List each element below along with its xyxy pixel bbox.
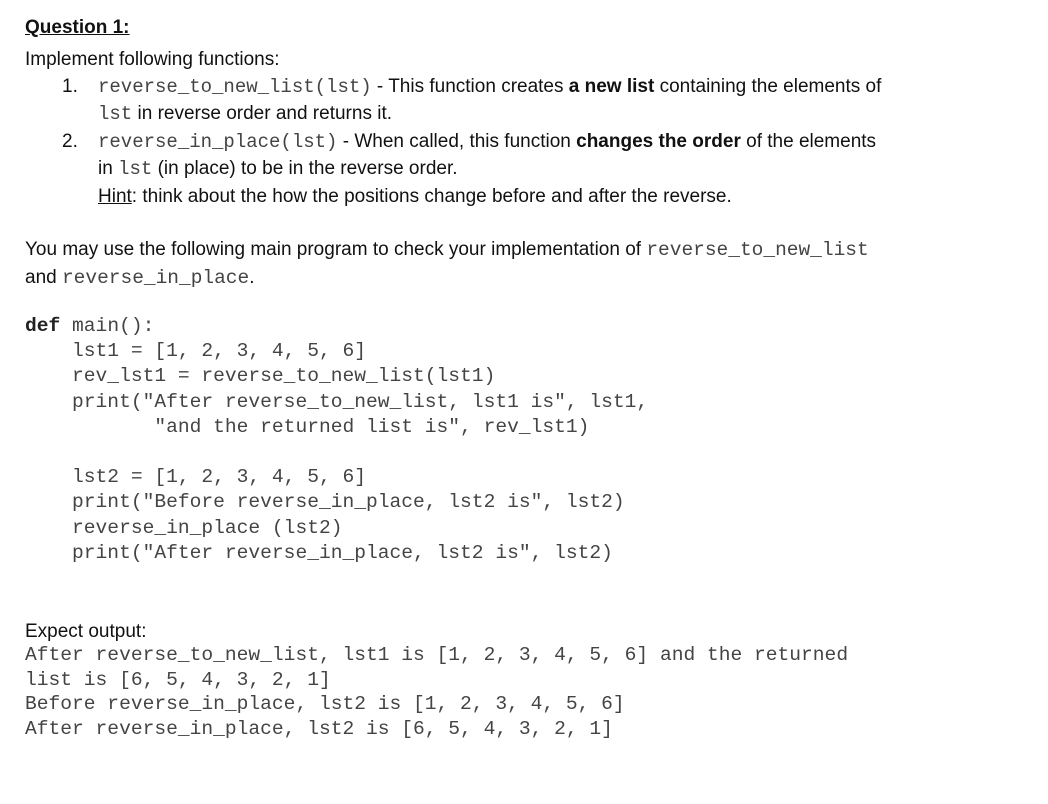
- output-line: After reverse_in_place, lst2 is [6, 5, 4, 3, 2, 1]: [25, 717, 613, 740]
- item-text: in: [98, 158, 119, 179]
- inline-code: reverse_to_new_list: [646, 239, 869, 261]
- item-bold-text: changes the order: [576, 131, 741, 152]
- list-number: 1.: [62, 76, 78, 97]
- item-bold-text: a new list: [568, 76, 655, 97]
- item-text: - This function creates: [371, 76, 569, 97]
- output-line: list is [6, 5, 4, 3, 2, 1]: [25, 668, 331, 691]
- question-intro: Implement following functions:: [25, 49, 280, 70]
- code-line: print("After reverse_to_new_list, lst1 is", lst1,: [25, 390, 649, 413]
- hint-text: : think about the how the positions change before and after the reverse.: [131, 186, 732, 207]
- code-line: rev_lst1 = reverse_to_new_list(lst1): [25, 365, 496, 388]
- usage-text: You may use the following main program to check your implementation of: [25, 239, 647, 260]
- hint-label: Hint: [98, 186, 132, 207]
- function-signature: reverse_in_place(lst): [98, 131, 338, 153]
- code-line: lst1 = [1, 2, 3, 4, 5, 6]: [25, 340, 366, 363]
- item-text: (in place) to be in the reverse order.: [152, 158, 458, 179]
- usage-text: .: [249, 267, 255, 288]
- inline-code: lst: [118, 158, 153, 180]
- list-number: 2.: [62, 131, 78, 152]
- usage-text: and: [25, 267, 62, 288]
- usage-paragraph-line-2: [25, 264, 255, 292]
- code-keyword: def: [25, 315, 61, 337]
- usage-paragraph-line-1: [25, 236, 869, 264]
- inline-code: lst: [98, 103, 133, 125]
- code-block: [25, 314, 648, 566]
- question-title: Question 1:: [25, 17, 130, 38]
- code-line: lst2 = [1, 2, 3, 4, 5, 6]: [25, 466, 366, 489]
- function-signature: reverse_to_new_list(lst): [98, 76, 372, 98]
- expected-output-block: [25, 643, 848, 741]
- item-text: containing the elements of: [654, 76, 882, 97]
- code-line: reverse_in_place (lst2): [25, 516, 343, 539]
- inline-code: reverse_in_place: [61, 267, 250, 289]
- output-line: Before reverse_in_place, lst2 is [1, 2, 3, 4, 5, 6]: [25, 693, 625, 715]
- list-item-body: [98, 73, 881, 101]
- code-line: print("After reverse_in_place, lst2 is", lst2): [25, 541, 613, 564]
- list-item-body: [98, 128, 876, 156]
- item-text: of the elements: [740, 131, 877, 152]
- code-line: print("Before reverse_in_place, lst2 is", lst2): [25, 491, 625, 514]
- output-line: After reverse_to_new_list, lst1 is [1, 2, 3, 4, 5, 6] and the returned: [25, 644, 849, 666]
- item-text: in reverse order and returns it.: [132, 103, 393, 124]
- code-line: main():: [60, 315, 155, 337]
- expected-output-label: Expect output:: [25, 621, 147, 642]
- item-text: - When called, this function: [337, 131, 577, 152]
- code-line: "and the returned list is", rev_lst1): [25, 415, 590, 438]
